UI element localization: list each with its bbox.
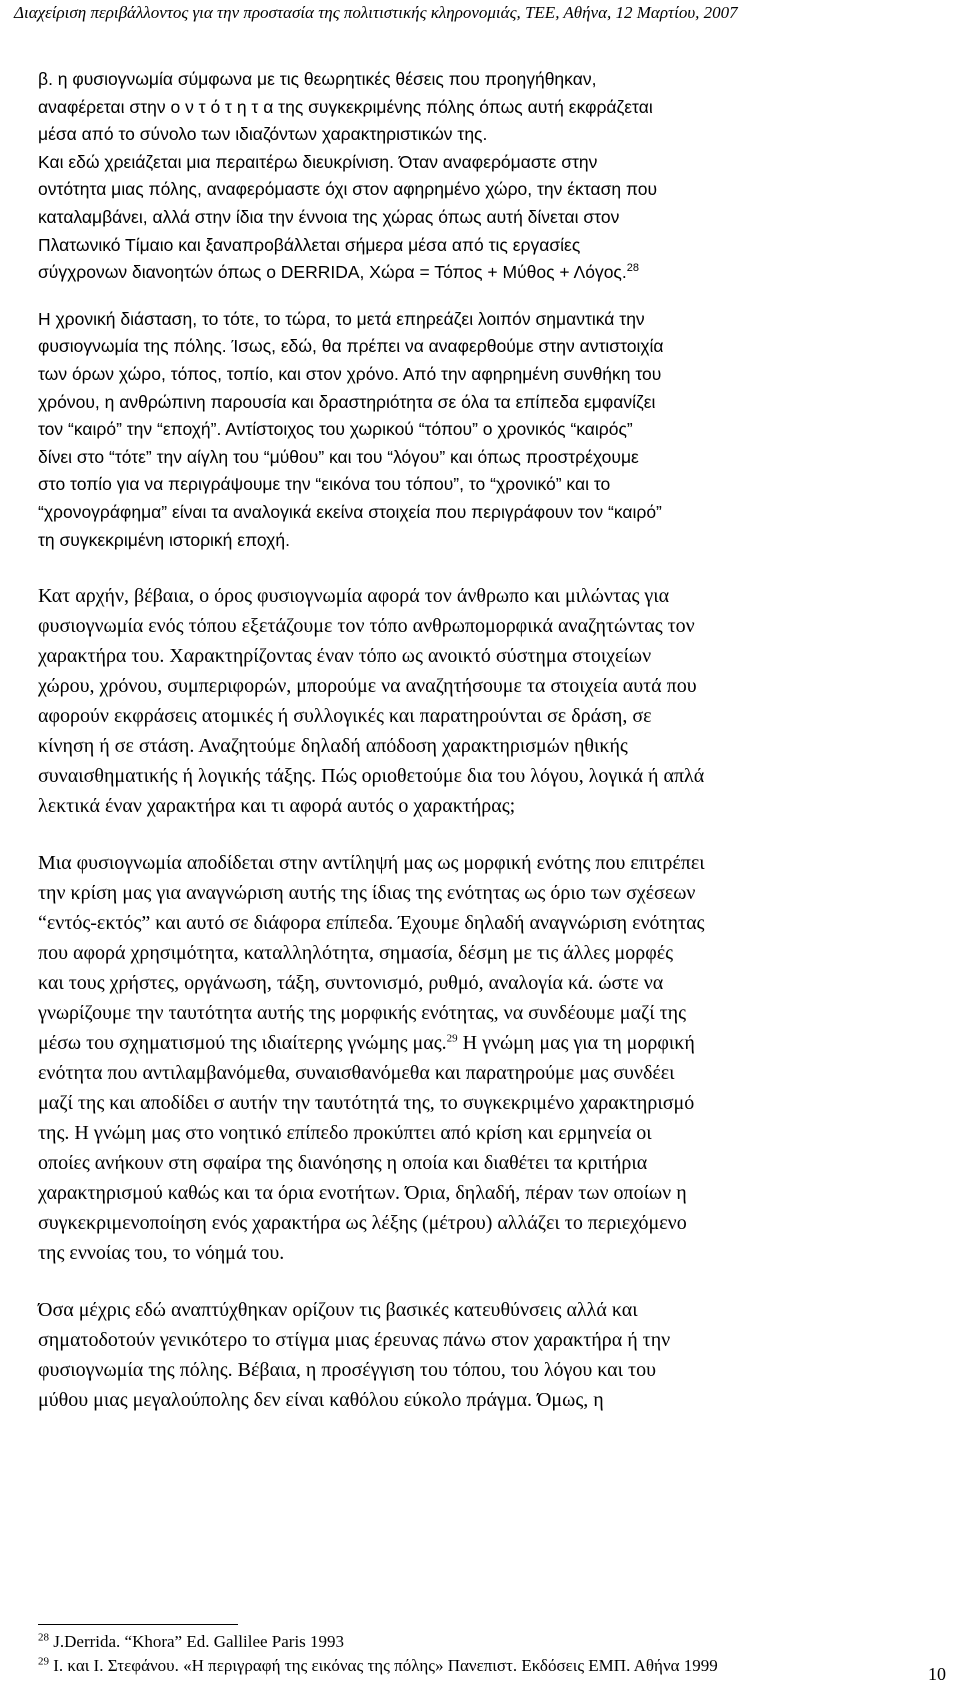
text-line-content: Η γνώμη μας για τη μορφική	[457, 1032, 695, 1055]
footnote-28	[38, 1630, 928, 1654]
text-line: γνωρίζουμε την ταυτότητα αυτής της μορφικής ενότητας, να συνδέουμε μαζί της	[38, 1002, 687, 1025]
text-line: στο τοπίο για να περιγράψουμε την “εικόνα του τόπου”, το “χρονικό” και το	[38, 474, 611, 495]
text-line: Όσα μέχρις εδώ αναπτύχθηκαν ορίζουν τις βασικές κατευθύνσεις αλλά και	[38, 1299, 638, 1322]
paragraph-3	[38, 581, 920, 821]
footnote-text: J.Derrida. “Khora” Ed. Gallilee Paris 1993	[53, 1632, 345, 1651]
text-line: μαζί της και αποδίδει σ αυτήν την ταυτότητά της, το συγκεκριμένο χαρακτηρισμό	[38, 1092, 695, 1115]
footnote-number: 29	[38, 1655, 49, 1668]
footnote-number: 28	[38, 1631, 49, 1644]
text-line: β. η φυσιογνωμία σύμφωνα με τις θεωρητικές θέσεις που προηγήθηκαν,	[38, 69, 597, 89]
text-line: Κατ αρχήν, βέβαια, ο όρος φυσιογνωμία αφορά τον άνθρωπο και μιλώντας για	[38, 585, 670, 608]
paragraph-2	[38, 306, 920, 554]
text-line: συναισθηματικής ή λογικής τάξης. Πώς οριοθετούμε δια του λόγου, λογικά ή απλά	[38, 765, 705, 788]
text-line: “χρονογράφημα” είναι τα αναλογικά εκείνα στοιχεία που περιγράφουν τον “καιρό”	[38, 501, 662, 522]
footnote-divider	[38, 1624, 238, 1625]
text-line: Και εδώ χρειάζεται μια περαιτέρω διευκρίνιση. Όταν αναφερόμαστε στην	[38, 151, 598, 172]
text-line: των όρων χώρο, τόπος, τοπίο, και στον χρόνο. Από την αφηρημένη συνθήκη του	[38, 363, 662, 384]
footnote-ref-28[interactable]: 28	[626, 262, 639, 275]
text-line: φυσιογνωμία της πόλης. Ίσως, εδώ, θα πρέπει να αναφερθούμε στην αντιστοιχία	[38, 336, 664, 357]
text-line: σηματοδοτούν γενικότερο το στίγμα μιας έρευνας πάνω στον χαρακτήρα ή την	[38, 1329, 671, 1352]
paragraph-1	[38, 66, 920, 287]
footnote-29	[38, 1654, 928, 1678]
text-line: οποίες ανήκουν στη σφαίρα της διανόησης η οποία και διαθέτει τα κριτήρια	[38, 1152, 648, 1175]
footnotes	[38, 1630, 928, 1678]
text-line: τον “καιρό” την “εποχή”. Αντίστοιχος του χωρικού “τόπου” ο χρονικός “καιρός”	[38, 419, 633, 440]
text-line: αφορούν εκφράσεις ατομικές ή συλλογικές και παρατηρούνται σε δράση, σε	[38, 705, 652, 728]
text-line: φυσιογνωμία της πόλης. Βέβαια, η προσέγγιση του τόπου, του λόγου και του	[38, 1359, 656, 1382]
text-line: φυσιογνωμία ενός τόπου εξετάζουμε τον τόπο ανθρωπομορφικά αναζητώντας τον	[38, 615, 695, 638]
text-line: χώρου, χρόνου, συμπεριφορών, μπορούμε να αναζητήσουμε τα στοιχεία αυτά που	[38, 675, 697, 698]
text-line: Πλατωνικό Τίμαιο και ξαναπροβάλλεται σήμερα μέσα από τις εργασίες	[38, 234, 581, 255]
text-line	[38, 259, 920, 287]
text-line-content: μέσω του σχηματισμού της ιδιαίτερης γνώμης μας.	[38, 1032, 447, 1055]
text-line: της εννοίας του, το νόημά του.	[38, 1242, 285, 1265]
footnote-ref-29[interactable]: 29	[446, 1032, 458, 1045]
text-line: “εντός-εκτός” και αυτό σε διάφορα επίπεδα. Έχουμε δηλαδή αναγνώριση ενότητας	[38, 912, 705, 935]
running-header: Διαχείριση περιβάλλοντος για την προστασία της πολιτιστικής κληρονομιάς, ΤΕΕ, Αθήνα, 12 Μαρτίου, 2007	[14, 3, 738, 22]
text-line-content: σύγχρονων διανοητών όπως ο DERRIDA, Χώρα = Τόπος + Μύθος + Λόγος.	[38, 262, 627, 283]
text-line: χαρακτήρα του. Χαρακτηρίζοντας έναν τόπο ως ανοικτό σύστημα στοιχείων	[38, 645, 652, 668]
text-line: που αφορά χρησιμότητα, καταλληλότητα, σημασία, δέσμη με τις άλλες μορφές	[38, 942, 674, 965]
paragraph-5	[38, 1295, 920, 1415]
text-line	[38, 1028, 920, 1058]
text-line: μέσα από το σύνολο των ιδιαζόντων χαρακτηριστικών της.	[38, 124, 488, 145]
text-line: Η χρονική διάσταση, το τότε, το τώρα, το μετά επηρεάζει λοιπόν σημαντικά την	[38, 308, 645, 329]
text-line: και τους χρήστες, οργάνωση, τάξη, συντονισμό, ρυθμό, αναλογία κά. ώστε να	[38, 972, 664, 995]
text-line: λεκτικά έναν χαρακτήρα και τι αφορά αυτός ο χαρακτήρας;	[38, 795, 516, 818]
text-line: της. Η γνώμη μας στο νοητικό επίπεδο προκύπτει από κρίση και ερμηνεία οι	[38, 1122, 652, 1145]
text-line: μύθου μιας μεγαλούπολης δεν είναι καθόλου εύκολο πράγμα. Όμως, η	[38, 1389, 604, 1412]
body-text	[38, 66, 920, 1415]
text-line: ενότητα που αντιλαμβανόμεθα, συναισθανόμεθα και παρατηρούμε μας συνδέει	[38, 1062, 675, 1085]
text-line: Μια φυσιογνωμία αποδίδεται στην αντίληψή μας ως μορφική ενότης που επιτρέπει	[38, 852, 705, 875]
text-line: αναφέρεται στην ο ν τ ό τ η τ α της συγκεκριμένης πόλης όπως αυτή εκφράζεται	[38, 96, 653, 117]
text-line: την κρίση μας για αναγνώριση αυτής της ίδιας της ενότητας ως όριο των σχέσεων	[38, 882, 696, 905]
text-line: οντότητα μιας πόλης, αναφερόμαστε όχι στον αφηρημένο χώρο, την έκταση που	[38, 179, 658, 200]
text-line: κίνηση ή σε στάση. Αναζητούμε δηλαδή απόδοση χαρακτηρισμών ηθικής	[38, 735, 628, 758]
text-line: δίνει στο “τότε” την αίγλη του “μύθου” και του “λόγου” και όπως προστρέχουμε	[38, 446, 639, 467]
page-number: 10	[928, 1664, 946, 1684]
text-line: χρόνου, η ανθρώπινη παρουσία και δραστηριότητα σε όλα τα επίπεδα εμφανίζει	[38, 391, 656, 412]
text-line: καταλαμβάνει, αλλά στην ίδια την έννοια της χώρας όπως αυτή δίνεται στον	[38, 206, 620, 227]
text-line: χαρακτηρισμού καθώς και τα όρια ενοτήτων. Όρια, δηλαδή, πέραν των οποίων η	[38, 1182, 687, 1205]
footnote-text: Ι. και Ι. Στεφάνου. «Η περιγραφή της εικόνας της πόλης» Πανεπιστ. Εκδόσεις ΕΜΠ. Αθήνα 1999	[53, 1656, 718, 1675]
paragraph-4	[38, 848, 920, 1268]
text-line: τη συγκεκριμένη ιστορική εποχή.	[38, 529, 290, 550]
text-line: συγκεκριμενοποίηση ενός χαρακτήρα ως λέξης (μέτρου) αλλάζει το περιεχόμενο	[38, 1212, 687, 1235]
